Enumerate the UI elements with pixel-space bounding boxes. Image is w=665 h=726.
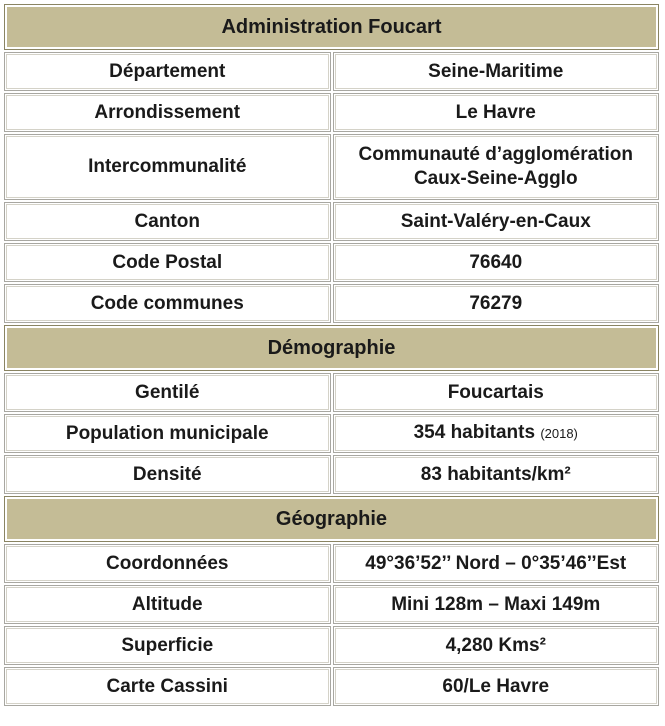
row-value-gentile: Foucartais bbox=[333, 373, 660, 412]
row-label-coordonnees: Coordonnées bbox=[4, 544, 331, 583]
table-row bbox=[4, 52, 659, 91]
row-value-superficie: 4,280 Kms² bbox=[333, 626, 660, 665]
row-value-coordonnees: 49°36’52’’ Nord – 0°35’46’’Est bbox=[333, 544, 660, 583]
row-value-code-communes: 76279 bbox=[333, 284, 660, 323]
population-value: 354 habitants bbox=[413, 422, 536, 443]
population-year-note: (2018) bbox=[540, 426, 578, 441]
section-header-row bbox=[4, 325, 659, 371]
row-value-canton: Saint-Valéry-en-Caux bbox=[333, 202, 660, 241]
intercommunalite-line-1: Communauté d’agglomération bbox=[358, 144, 633, 165]
table-row bbox=[4, 134, 659, 200]
section-title-demographie: Démographie bbox=[4, 325, 659, 371]
row-label-superficie: Superficie bbox=[4, 626, 331, 665]
row-label-population: Population municipale bbox=[4, 414, 331, 453]
row-value-population bbox=[333, 414, 660, 453]
row-label-intercommunalite: Intercommunalité bbox=[4, 134, 331, 200]
table-row bbox=[4, 373, 659, 412]
row-value-arrondissement: Le Havre bbox=[333, 93, 660, 132]
row-value-departement: Seine-Maritime bbox=[333, 52, 660, 91]
row-label-altitude: Altitude bbox=[4, 585, 331, 624]
row-label-carte-cassini: Carte Cassini bbox=[4, 667, 331, 706]
commune-info-table bbox=[2, 2, 661, 708]
table-row bbox=[4, 202, 659, 241]
row-label-densite: Densité bbox=[4, 455, 331, 494]
section-header-row bbox=[4, 4, 659, 50]
row-value-intercommunalite bbox=[333, 134, 660, 200]
row-label-code-postal: Code Postal bbox=[4, 243, 331, 282]
table-row bbox=[4, 414, 659, 453]
section-title-administration: Administration Foucart bbox=[4, 4, 659, 50]
row-label-code-communes: Code communes bbox=[4, 284, 331, 323]
table-row bbox=[4, 243, 659, 282]
table-row bbox=[4, 667, 659, 706]
row-label-departement: Département bbox=[4, 52, 331, 91]
row-value-densite: 83 habitants/km² bbox=[333, 455, 660, 494]
row-value-code-postal: 76640 bbox=[333, 243, 660, 282]
row-value-carte-cassini: 60/Le Havre bbox=[333, 667, 660, 706]
row-label-gentile: Gentilé bbox=[4, 373, 331, 412]
table-row bbox=[4, 284, 659, 323]
intercommunalite-line-2: Caux-Seine-Agglo bbox=[413, 168, 578, 189]
table-row bbox=[4, 93, 659, 132]
table-row bbox=[4, 585, 659, 624]
row-label-canton: Canton bbox=[4, 202, 331, 241]
row-label-arrondissement: Arrondissement bbox=[4, 93, 331, 132]
row-value-altitude: Mini 128m – Maxi 149m bbox=[333, 585, 660, 624]
section-header-row bbox=[4, 496, 659, 542]
section-title-geographie: Géographie bbox=[4, 496, 659, 542]
table-row bbox=[4, 544, 659, 583]
table-row bbox=[4, 455, 659, 494]
table-row bbox=[4, 626, 659, 665]
